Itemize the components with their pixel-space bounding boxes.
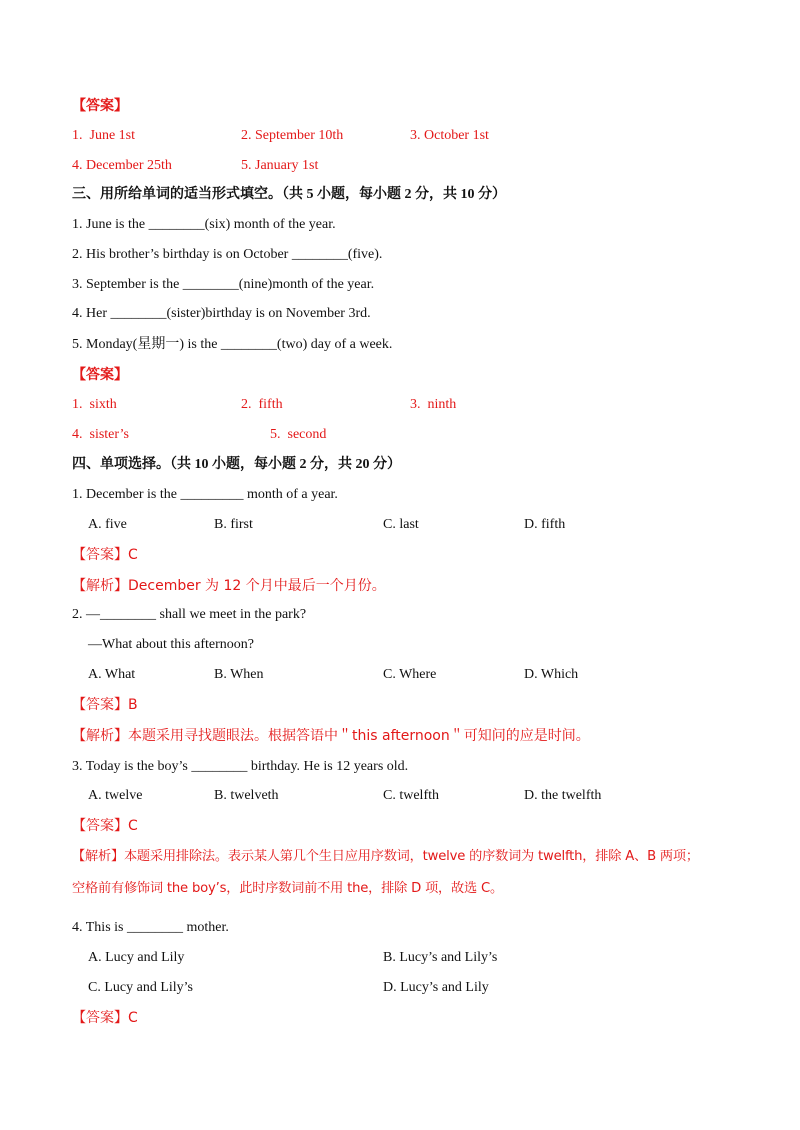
- section-heading: 三、用所给单词的适当形式填空。（共 5 小题，每小题 2 分，共 10 分）: [72, 187, 506, 202]
- section-heading: 四、单项选择。（共 10 小题，每小题 2 分，共 20 分）: [72, 457, 401, 472]
- question-text: 4. This is ________ mother.: [72, 920, 229, 935]
- question-text: —What about this afternoon?: [88, 637, 255, 652]
- question-text: 1. June is the ________(six) month of the year.: [72, 217, 336, 232]
- answer-item: 2. fifth: [241, 397, 283, 412]
- answer-item: 1. sixth: [72, 397, 117, 412]
- answer-item: 5. January 1st: [241, 158, 319, 173]
- option: D. Lucy’s and Lily: [383, 980, 489, 995]
- option: D. fifth: [524, 517, 566, 532]
- answer-item: 5. second: [270, 427, 327, 442]
- option: C. last: [383, 517, 419, 532]
- answer-item: 3. October 1st: [410, 128, 489, 143]
- option: B. Lucy’s and Lily’s: [383, 950, 498, 965]
- question-text: 5. Monday(星期一) is the ________(two) day of a week.: [72, 337, 393, 352]
- answer-item: 4. December 25th: [72, 158, 172, 173]
- option: A. twelve: [88, 788, 143, 803]
- option: B. When: [214, 667, 264, 682]
- option: D. the twelfth: [524, 788, 602, 803]
- analysis-line: 【解析】本题采用寻找题眼法。根据答语中＂this afternoon＂可知问的应是时间。: [72, 728, 590, 744]
- question-text: 2. —________ shall we meet in the park?: [72, 607, 307, 622]
- answer-line: 【答案】B: [72, 697, 138, 713]
- option: B. first: [214, 517, 253, 532]
- answer-item: 2. September 10th: [241, 128, 344, 143]
- question-text: 1. December is the _________ month of a year.: [72, 487, 338, 502]
- option: B. twelveth: [214, 788, 279, 803]
- answer-label: 【答案】: [72, 98, 128, 114]
- answer-line: 【答案】C: [72, 818, 138, 834]
- option: A. five: [88, 517, 127, 532]
- analysis-line: 【解析】本题采用排除法。表示某人第几个生日应用序数词，twelve 的序数词为 twelfth，排除 A、B 两项；: [72, 849, 699, 864]
- option: C. twelfth: [383, 788, 439, 803]
- question-text: 3. September is the ________(nine)month of the year.: [72, 277, 375, 292]
- answer-line: 【答案】C: [72, 547, 138, 563]
- answer-item: 3. ninth: [410, 397, 457, 412]
- option: D. Which: [524, 667, 579, 682]
- option: A. What: [88, 667, 136, 682]
- answer-line: 【答案】C: [72, 1010, 138, 1026]
- option: C. Where: [383, 667, 437, 682]
- question-text: 4. Her ________(sister)birthday is on November 3rd.: [72, 306, 371, 321]
- answer-item: 1. June 1st: [72, 128, 135, 143]
- option: C. Lucy and Lily’s: [88, 980, 193, 995]
- option: A. Lucy and Lily: [88, 950, 185, 965]
- question-text: 3. Today is the boy’s ________ birthday. He is 12 years old.: [72, 759, 409, 774]
- analysis-line: 【解析】December 为 12 个月中最后一个月份。: [72, 578, 386, 594]
- answer-item: 4. sister’s: [72, 427, 129, 442]
- answer-label: 【答案】: [72, 367, 128, 383]
- analysis-line: 空格前有修饰词 the boy’s，此时序数词前不用 the，排除 D 项，故选 C。: [72, 881, 504, 896]
- question-text: 2. His brother’s birthday is on October ________(five).: [72, 247, 383, 262]
